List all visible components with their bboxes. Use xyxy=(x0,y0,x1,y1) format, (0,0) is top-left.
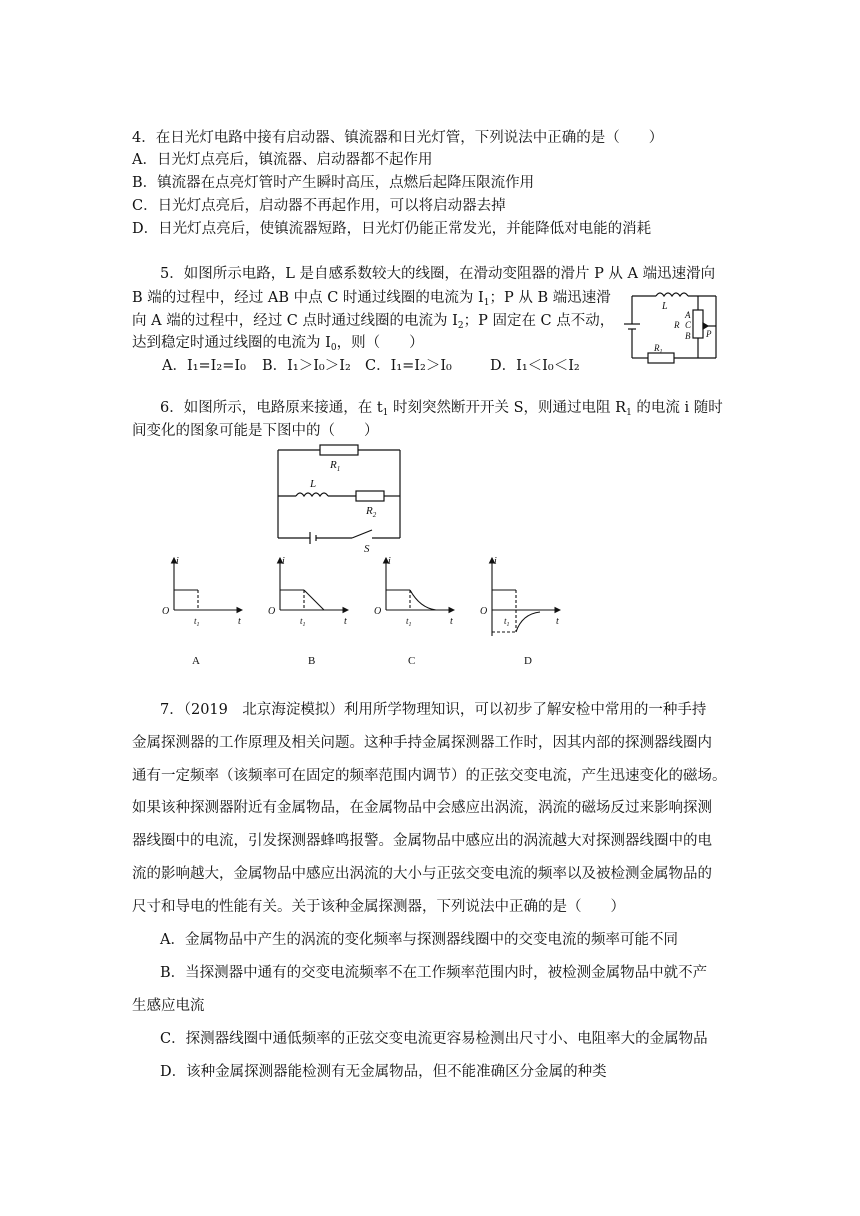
q5-line-2: B 端的过程中，经过 AB 中点 C 时通过线圈的电流为 $I_1$；P 从 B 端迅速滑 xyxy=(132,290,611,308)
q5-line-4: 达到稳定时通过线圈的电流为 $I_0$，则（ ） xyxy=(132,335,424,353)
svg-text:i: i xyxy=(388,556,391,567)
q5-label-C: C xyxy=(685,320,692,330)
svg-text:i: i xyxy=(282,556,285,567)
q6-graph-b xyxy=(268,556,348,667)
q4-option-b: B．镇流器在点亮灯管时产生瞬时高压，点燃后起降压限流作用 xyxy=(132,175,535,191)
svg-text:t: t xyxy=(556,616,559,627)
q6-graph-c xyxy=(374,556,454,667)
q6-graph-c-label: C xyxy=(408,655,416,667)
svg-text:t: t xyxy=(238,616,241,627)
svg-text:O: O xyxy=(374,606,382,617)
q7-option-b-line-1: B．当探测器中通有的交变电流频率不在工作频率范围内时，被检测金属物品中就不产 xyxy=(160,965,708,981)
svg-text:t1: $t_1$ xyxy=(504,616,510,628)
svg-text:i: i xyxy=(176,556,179,567)
q5-label-L: L xyxy=(662,301,668,312)
q4-option-c: C．日光灯点亮后，启动器不再起作用，可以将启动器去掉 xyxy=(132,198,506,214)
svg-text:O: O xyxy=(162,606,170,617)
svg-text:t: t xyxy=(344,616,347,627)
svg-text:O: O xyxy=(480,606,488,617)
q5-label-B: B xyxy=(685,331,691,341)
q5-option-c: C．I₁=I₂＞I₀ xyxy=(365,358,452,374)
q6-graph-d xyxy=(480,556,560,667)
q7-option-c: C．探测器线圈中通低频率的正弦交变电流更容易检测出尺寸小、电阻率大的金属物品 xyxy=(160,1031,708,1047)
q6-label-R1: $R_1$ xyxy=(330,459,341,473)
q7-line-3: 通有一定频率（该频率可在固定的频率范围内调节）的正弦交变电流，产生迅速变化的磁场。 xyxy=(132,768,727,784)
q6-line-2: 间变化的图象可能是下图中的（ ） xyxy=(132,423,379,439)
svg-text:t1: $t_1$ xyxy=(300,616,306,628)
q7-line-1: 7．（2019 北京海淀模拟）利用所学物理知识，可以初步了解安检中常用的一种手持 xyxy=(160,702,707,718)
q6-label-R2: $R_2$ xyxy=(366,505,377,519)
q6-graphs xyxy=(150,552,570,674)
svg-text:i: i xyxy=(494,556,497,567)
q7-line-6: 流的影响越大，金属物品中感应出涡流的大小与正弦交变电流的频率以及被检测金属物品的 xyxy=(132,866,712,882)
svg-text:t1: $t_1$ xyxy=(406,616,412,628)
q6-graph-d-label: D xyxy=(524,655,532,667)
q6-graph-b-label: B xyxy=(308,655,316,667)
q6-line-1: 6．如图所示，电路原来接通，在 $t_1$ 时刻突然断开开关 S，则通过电阻 $R_1$ 的电流 i 随时 xyxy=(160,400,723,418)
q6-label-S: S xyxy=(364,543,370,552)
q5-option-a: A．I₁=I₂=I₀ xyxy=(162,358,246,374)
q5-label-A: A xyxy=(685,310,691,320)
q6-circuit-diagram xyxy=(268,442,408,552)
q5-label-P: P xyxy=(706,329,712,339)
q7-option-a: A．金属物品中产生的涡流的变化频率与探测器线圈中的交变电流的频率可能不同 xyxy=(160,932,678,948)
q5-label-R: R xyxy=(674,320,680,330)
q7-option-d: D．该种金属探测器能检测有无金属物品，但不能准确区分金属的种类 xyxy=(160,1064,607,1080)
svg-text:O: O xyxy=(268,606,276,617)
q7-line-4: 如果该种探测器附近有金属物品，在金属物品中会感应出涡流，涡流的磁场反过来影响探测 xyxy=(132,800,712,816)
q4-option-a: A．日光灯点亮后，镇流器、启动器都不起作用 xyxy=(132,152,433,168)
q5-circuit-diagram xyxy=(618,282,722,366)
q4-stem: 4．在日光灯电路中接有启动器、镇流器和日光灯管，下列说法中正确的是（ ） xyxy=(132,130,664,146)
q5-label-R1: $R_1$ xyxy=(654,343,663,355)
q4-option-d: D．日光灯点亮后，使镇流器短路，日光灯仍能正常发光，并能降低对电能的消耗 xyxy=(132,221,652,237)
q6-graph-a-label: A xyxy=(192,655,200,667)
svg-text:t1: $t_1$ xyxy=(194,616,200,628)
q7-line-7: 尺寸和导电的性能有关。关于该种金属探测器，下列说法中正确的是（ ） xyxy=(132,899,625,915)
q5-option-b: B．I₁＞I₀＞I₂ xyxy=(262,358,351,374)
q7-line-5: 器线圈中的电流，引发探测器蜂鸣报警。金属物品中感应出的涡流越大对探测器线圈中的电 xyxy=(132,833,712,849)
q6-label-L: L xyxy=(310,478,317,490)
q5-line-1: 5．如图所示电路，L 是自感系数较大的线圈，在滑动变阻器的滑片 P 从 A 端迅速滑向 xyxy=(160,266,716,282)
q6-graph-a xyxy=(162,556,242,667)
svg-text:t: t xyxy=(450,616,453,627)
q7-line-2: 金属探测器的工作原理及相关问题。这种手持金属探测器工作时，因其内部的探测器线圈内 xyxy=(132,735,712,751)
q5-option-d: D．I₁＜I₀＜I₂ xyxy=(490,358,580,374)
q7-option-b-line-2: 生感应电流 xyxy=(132,998,205,1014)
q5-line-3: 向 A 端的过程中，经过 C 点时通过线圈的电流为 $I_2$；P 固定在 C 点不动， xyxy=(132,313,615,331)
